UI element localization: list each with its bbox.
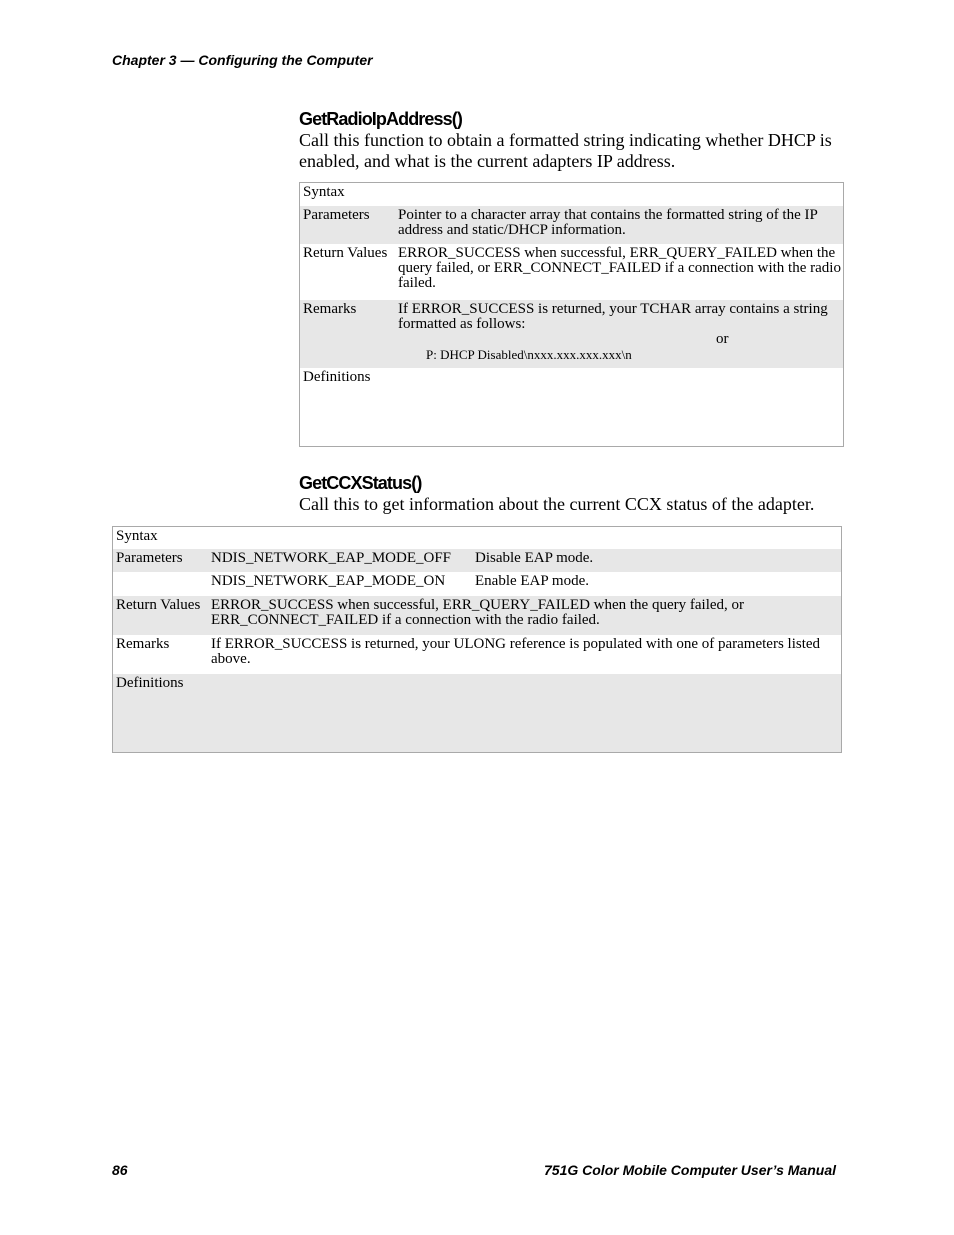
row-label: Remarks: [116, 636, 170, 652]
page-number: 86: [112, 1162, 128, 1178]
syntax-row: [300, 183, 843, 206]
parameter-name: NDIS_NETWORK_EAP_MODE_ON: [211, 573, 446, 589]
return-values-row: [113, 596, 841, 635]
row-label: Definitions: [116, 675, 184, 691]
manual-title: 751G Color Mobile Computer User’s Manual: [544, 1162, 836, 1178]
row-value: [211, 527, 841, 549]
row-label: Return Values: [116, 597, 201, 613]
row-value: [211, 572, 841, 596]
row-value: [398, 183, 843, 206]
row-label: Parameters: [116, 550, 183, 566]
syntax-row: [113, 527, 841, 549]
row-label: Return Values: [303, 245, 388, 261]
function-title: GetRadioIpAddress(): [299, 109, 462, 129]
row-label: Definitions: [303, 369, 371, 385]
remarks-row: [300, 300, 843, 368]
row-value: If ERROR_SUCCESS is returned, your ULONG reference is populated with one of parameters listed above.: [211, 636, 821, 667]
definitions-row: [300, 368, 843, 446]
row-label: [113, 572, 211, 596]
return-values-row: [300, 244, 843, 300]
definitions-row: [113, 674, 841, 752]
row-value: ERROR_SUCCESS when successful, ERR_QUERY_FAILED when the query failed, or ERR_CONNECT_FAILED if a connection with the radio failed.: [398, 245, 841, 291]
row-label: Syntax: [116, 528, 158, 544]
parameters-row: [113, 549, 841, 572]
parameter-description: Disable EAP mode.: [475, 550, 594, 566]
function-reference-table: [112, 526, 842, 753]
row-value: [398, 368, 843, 446]
parameters-row-continued: [113, 572, 841, 596]
row-value: Pointer to a character array that contains the formatted string of the IP address and static/DHCP information.: [398, 207, 818, 238]
parameter-name: NDIS_NETWORK_EAP_MODE_OFF: [211, 550, 452, 566]
row-label: Remarks: [303, 301, 357, 317]
function-title: GetCCXStatus(): [299, 473, 422, 493]
row-value: [398, 300, 843, 368]
row-label: Parameters: [303, 207, 370, 223]
remarks-row: [113, 635, 841, 674]
parameter-description: Enable EAP mode.: [475, 573, 590, 589]
remarks-text: If ERROR_SUCCESS is returned, your TCHAR array contains a string formatted as follows:: [398, 301, 828, 332]
function-description: Call this to get information about the current CCX status of the adapter.: [299, 494, 815, 514]
row-value: ERROR_SUCCESS when successful, ERR_QUERY_FAILED when the query failed, or ERR_CONNECT_FAILED if a connection with the radio failed.: [211, 597, 745, 628]
function-description: Call this function to obtain a formatted string indicating whether DHCP is enabled, and what is the current adapters IP address.: [299, 130, 832, 171]
remarks-format-example: P: DHCP Disabled\nxxx.xxx.xxx.xxx\n: [426, 347, 632, 362]
remarks-alternative: or: [716, 331, 729, 347]
parameters-row: [300, 206, 843, 244]
row-value: [211, 549, 841, 572]
running-head: Chapter 3 — Configuring the Computer: [112, 52, 373, 68]
function-reference-table: [299, 182, 844, 447]
row-value: [211, 674, 841, 752]
row-label: Syntax: [303, 184, 345, 200]
